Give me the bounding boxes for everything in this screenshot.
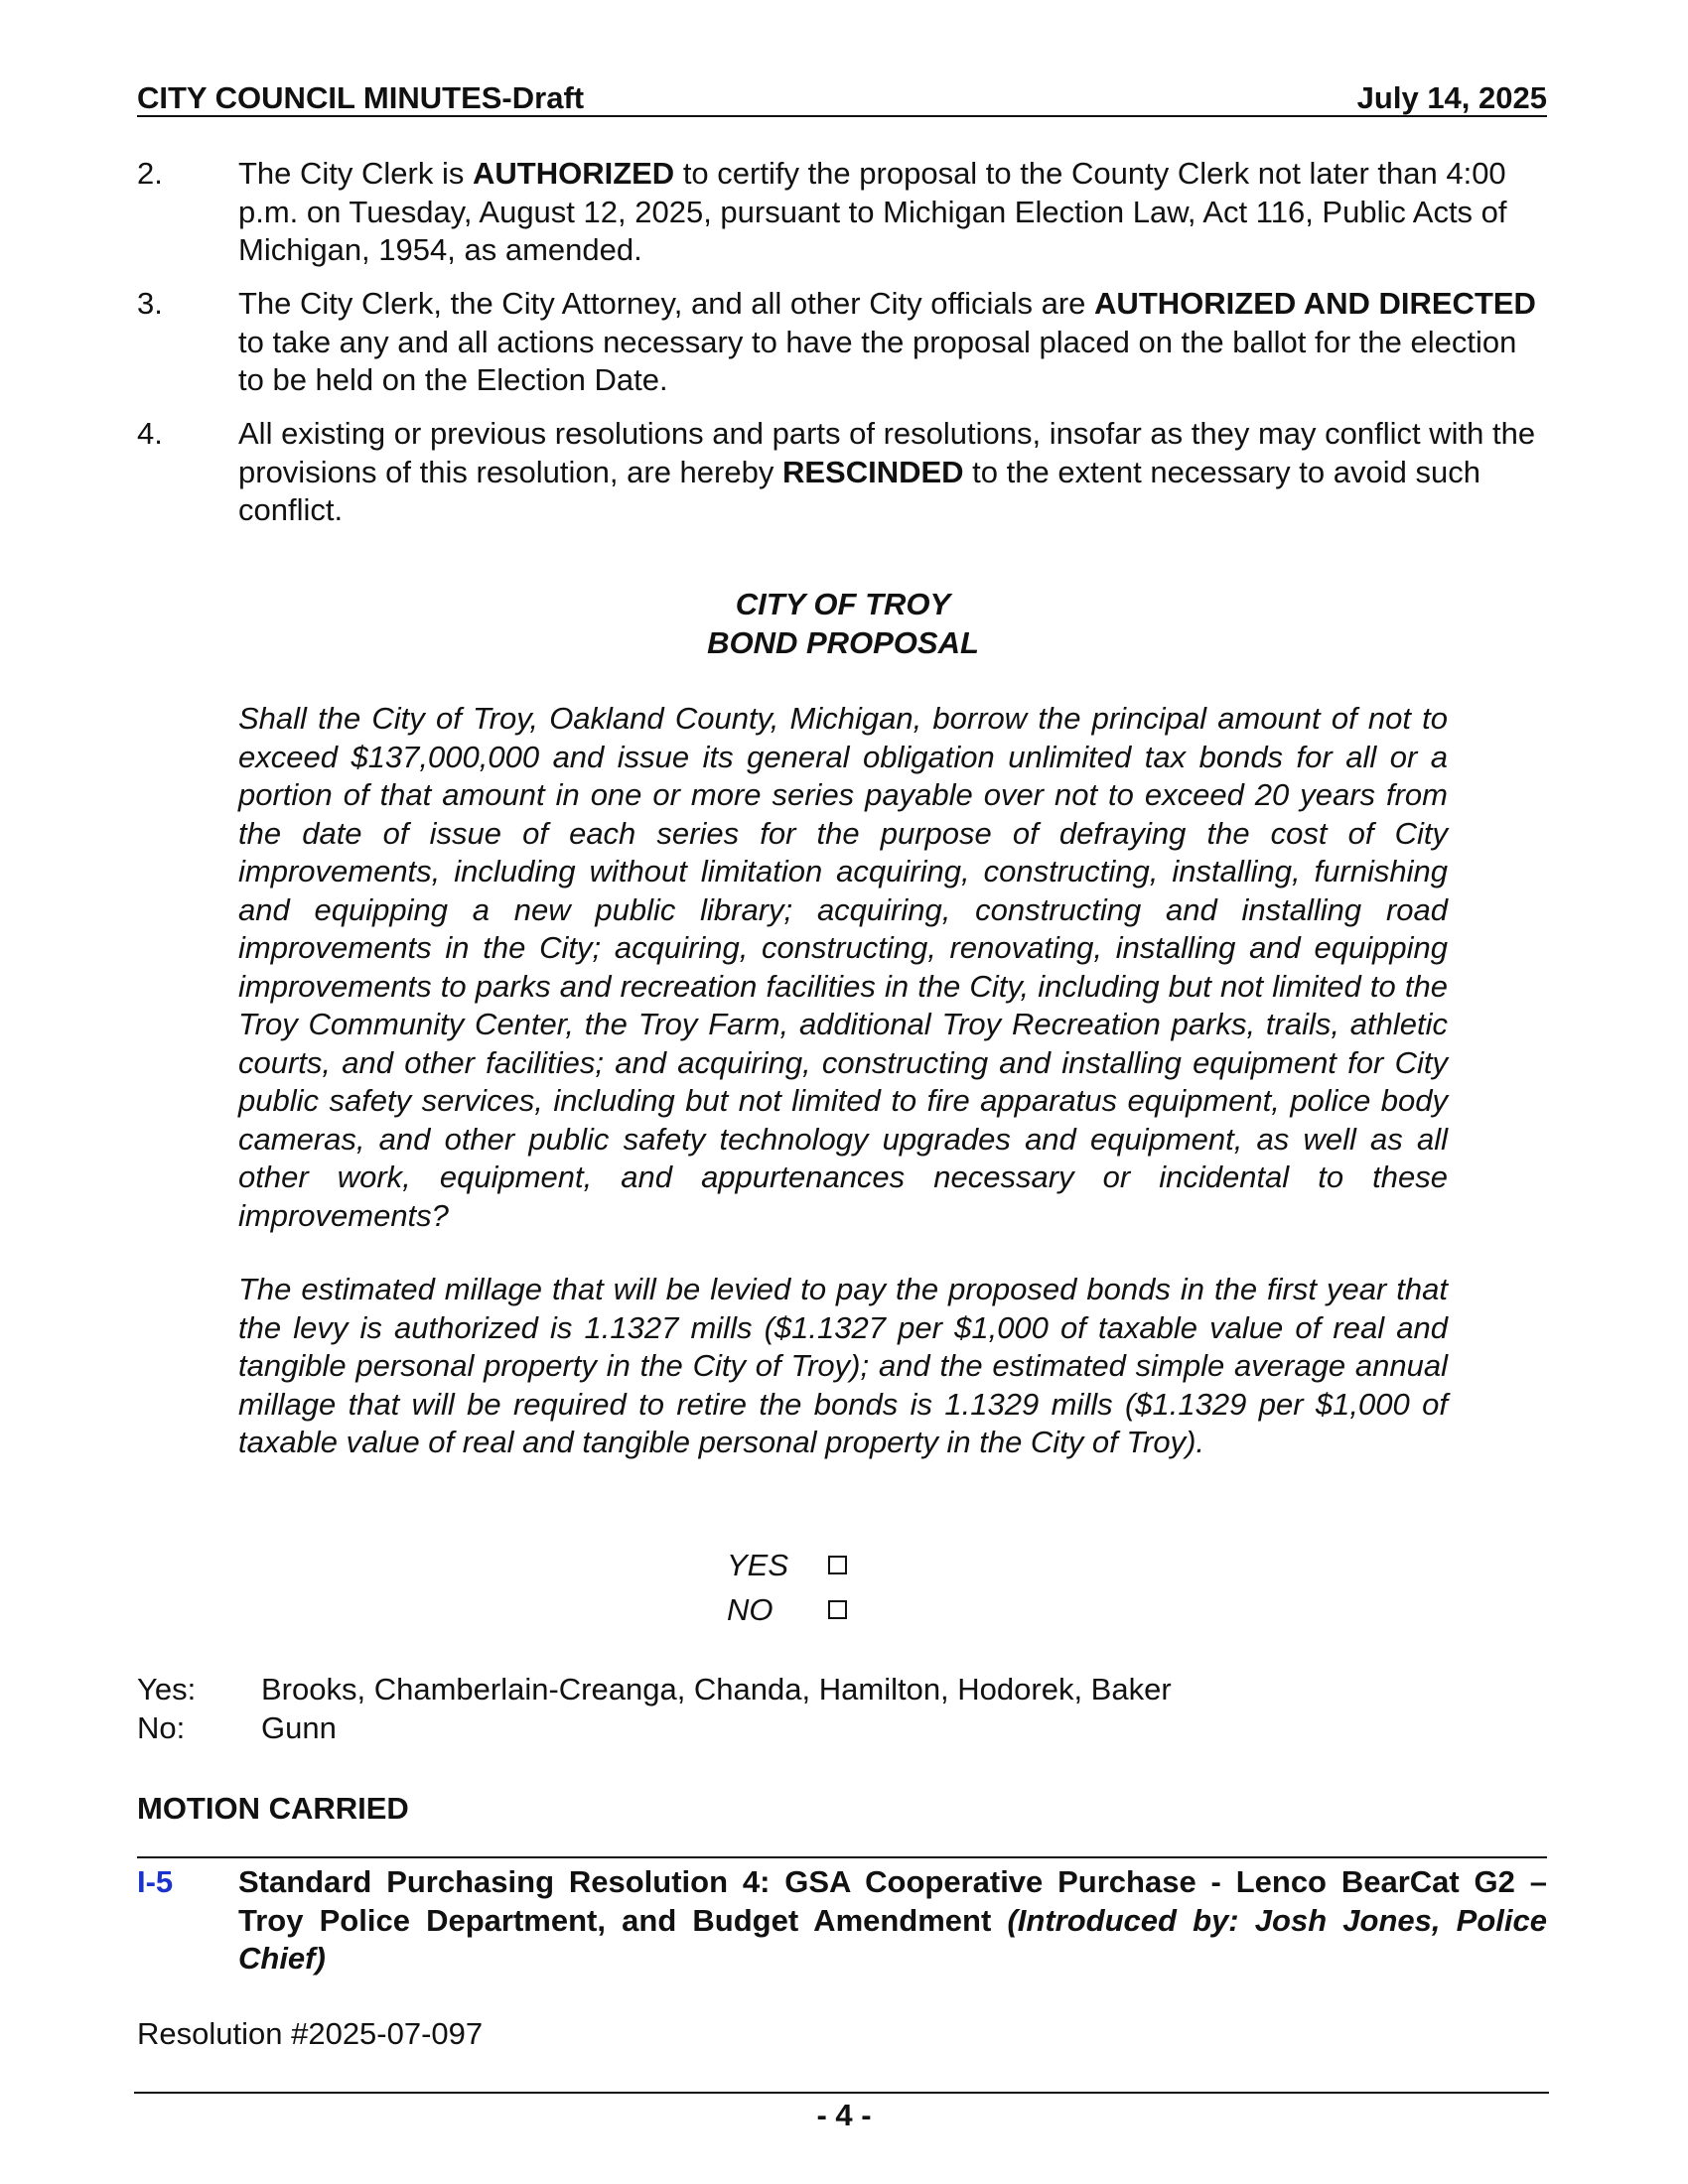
- page-number: - 4 -: [816, 2098, 872, 2132]
- header-divider: [137, 115, 1547, 117]
- item-emphasis: AUTHORIZED AND DIRECTED: [1094, 286, 1536, 321]
- vote-no-names: Gunn: [261, 1709, 337, 1745]
- proposal-title-line2: BOND PROPOSAL: [707, 625, 979, 660]
- vote-no-key: No:: [137, 1709, 186, 1745]
- header-date: July 14, 2025: [1356, 80, 1547, 115]
- proposal-millage: The estimated millage that will be levied to pay the proposed bonds in the first year that the levy is authorized is 1.1327 mills ($1.1327 per $1,000 of taxable value of real and tangible personal property in the City of Troy); and the estimated simple average annual millage that will be required to retire the bonds is 1.1329 mills ($1.1329 per $1,000 of taxable value of real and tangible personal property in the City of Troy).: [238, 1272, 1448, 1459]
- resolution-item-3: [137, 285, 1547, 400]
- item-emphasis: AUTHORIZED: [472, 156, 675, 191]
- vote-no-row: [137, 1709, 1172, 1748]
- ballot-options: [727, 1543, 847, 1632]
- footer-divider: [134, 2092, 1549, 2094]
- ballot-no-checkbox: [828, 1600, 847, 1619]
- resolution-item-2: [137, 155, 1547, 270]
- item-number: 2.: [137, 156, 163, 191]
- ballot-no-label: NO: [727, 1592, 774, 1627]
- agenda-item-heading: [238, 1863, 1547, 1979]
- item-emphasis: RESCINDED: [781, 454, 964, 489]
- item-text: The City Clerk is AUTHORIZED to certify the proposal to the County Clerk not later than 4:00 p.m. on Tuesday, August 12, 2025, pursuant to Michigan Election Law, Act 116, Public Acts of Michigan, 1954, as amended.: [238, 156, 1507, 267]
- header-title: CITY COUNCIL MINUTES-Draft: [137, 80, 585, 115]
- motion-result: MOTION CARRIED: [137, 1791, 409, 1826]
- agenda-item-i5: [137, 1863, 1547, 1979]
- agenda-item-title: Standard Purchasing Resolution 4: GSA Cooperative Purchase - Lenco BearCat G2 – Troy Police Department, and Budget Amendment: [238, 1864, 1547, 1938]
- ballot-yes-option: [727, 1543, 847, 1587]
- item-number: 4.: [137, 416, 163, 451]
- ballot-yes-checkbox: [828, 1556, 847, 1574]
- agenda-item-code: I-5: [137, 1864, 174, 1899]
- resolution-item-4: [137, 415, 1547, 530]
- vote-yes-row: [137, 1671, 1172, 1709]
- vote-yes-names: Brooks, Chamberlain-Creanga, Chanda, Hamilton, Hodorek, Baker: [261, 1672, 1172, 1706]
- ballot-no-option: [727, 1587, 847, 1632]
- item-text: All existing or previous resolutions and parts of resolutions, insofar as they may conflict with the provisions of this resolution, are hereby RESCINDED to the extent necessary to avoid such conflict.: [238, 416, 1536, 527]
- section-divider: [137, 1856, 1547, 1858]
- page-header: [137, 79, 1547, 117]
- ballot-yes-label: YES: [727, 1548, 789, 1582]
- proposal-title-line1: CITY OF TROY: [735, 587, 951, 621]
- vote-tally: [137, 1671, 1172, 1747]
- proposal-question: Shall the City of Troy, Oakland County, Michigan, borrow the principal amount of not to exceed $137,000,000 and issue its general obligation unlimited tax bonds for all or a portion of that amount in one or more series payable over not to exceed 20 years from the date of issue of each series for the purpose of defraying the cost of City improvements, including without limitation acquiring, constructing, installing, furnishing and equipping a new public library; acquiring, constructing and installing road improvements in the City; acquiring, constructing, renovating, installing and equipping improvements to parks and recreation facilities in the City, including but not limited to the Troy Community Center, the Troy Farm, additional Troy Recreation parks, trails, athletic courts, and other facilities; and acquiring, constructing and installing equipment for City public safety services, including but not limited to fire apparatus equipment, police body cameras, and other public safety technology upgrades and equipment, as well as all other work, equipment, and appurtenances necessary or incidental to these improvements?: [238, 701, 1448, 1233]
- vote-yes-key: Yes:: [137, 1672, 197, 1706]
- item-number: 3.: [137, 286, 163, 321]
- agenda-item-introduced-by: (Introduced by: Josh Jones, Police Chief): [238, 1902, 1547, 1976]
- resolution-number: Resolution #2025-07-097: [137, 2016, 484, 2051]
- item-text: The City Clerk, the City Attorney, and all other City officials are AUTHORIZED AND DIRECTED to take any and all actions necessary to have the proposal placed on the ballot for the election to be held on the Election Date.: [238, 286, 1536, 397]
- proposal-title: [238, 585, 1448, 662]
